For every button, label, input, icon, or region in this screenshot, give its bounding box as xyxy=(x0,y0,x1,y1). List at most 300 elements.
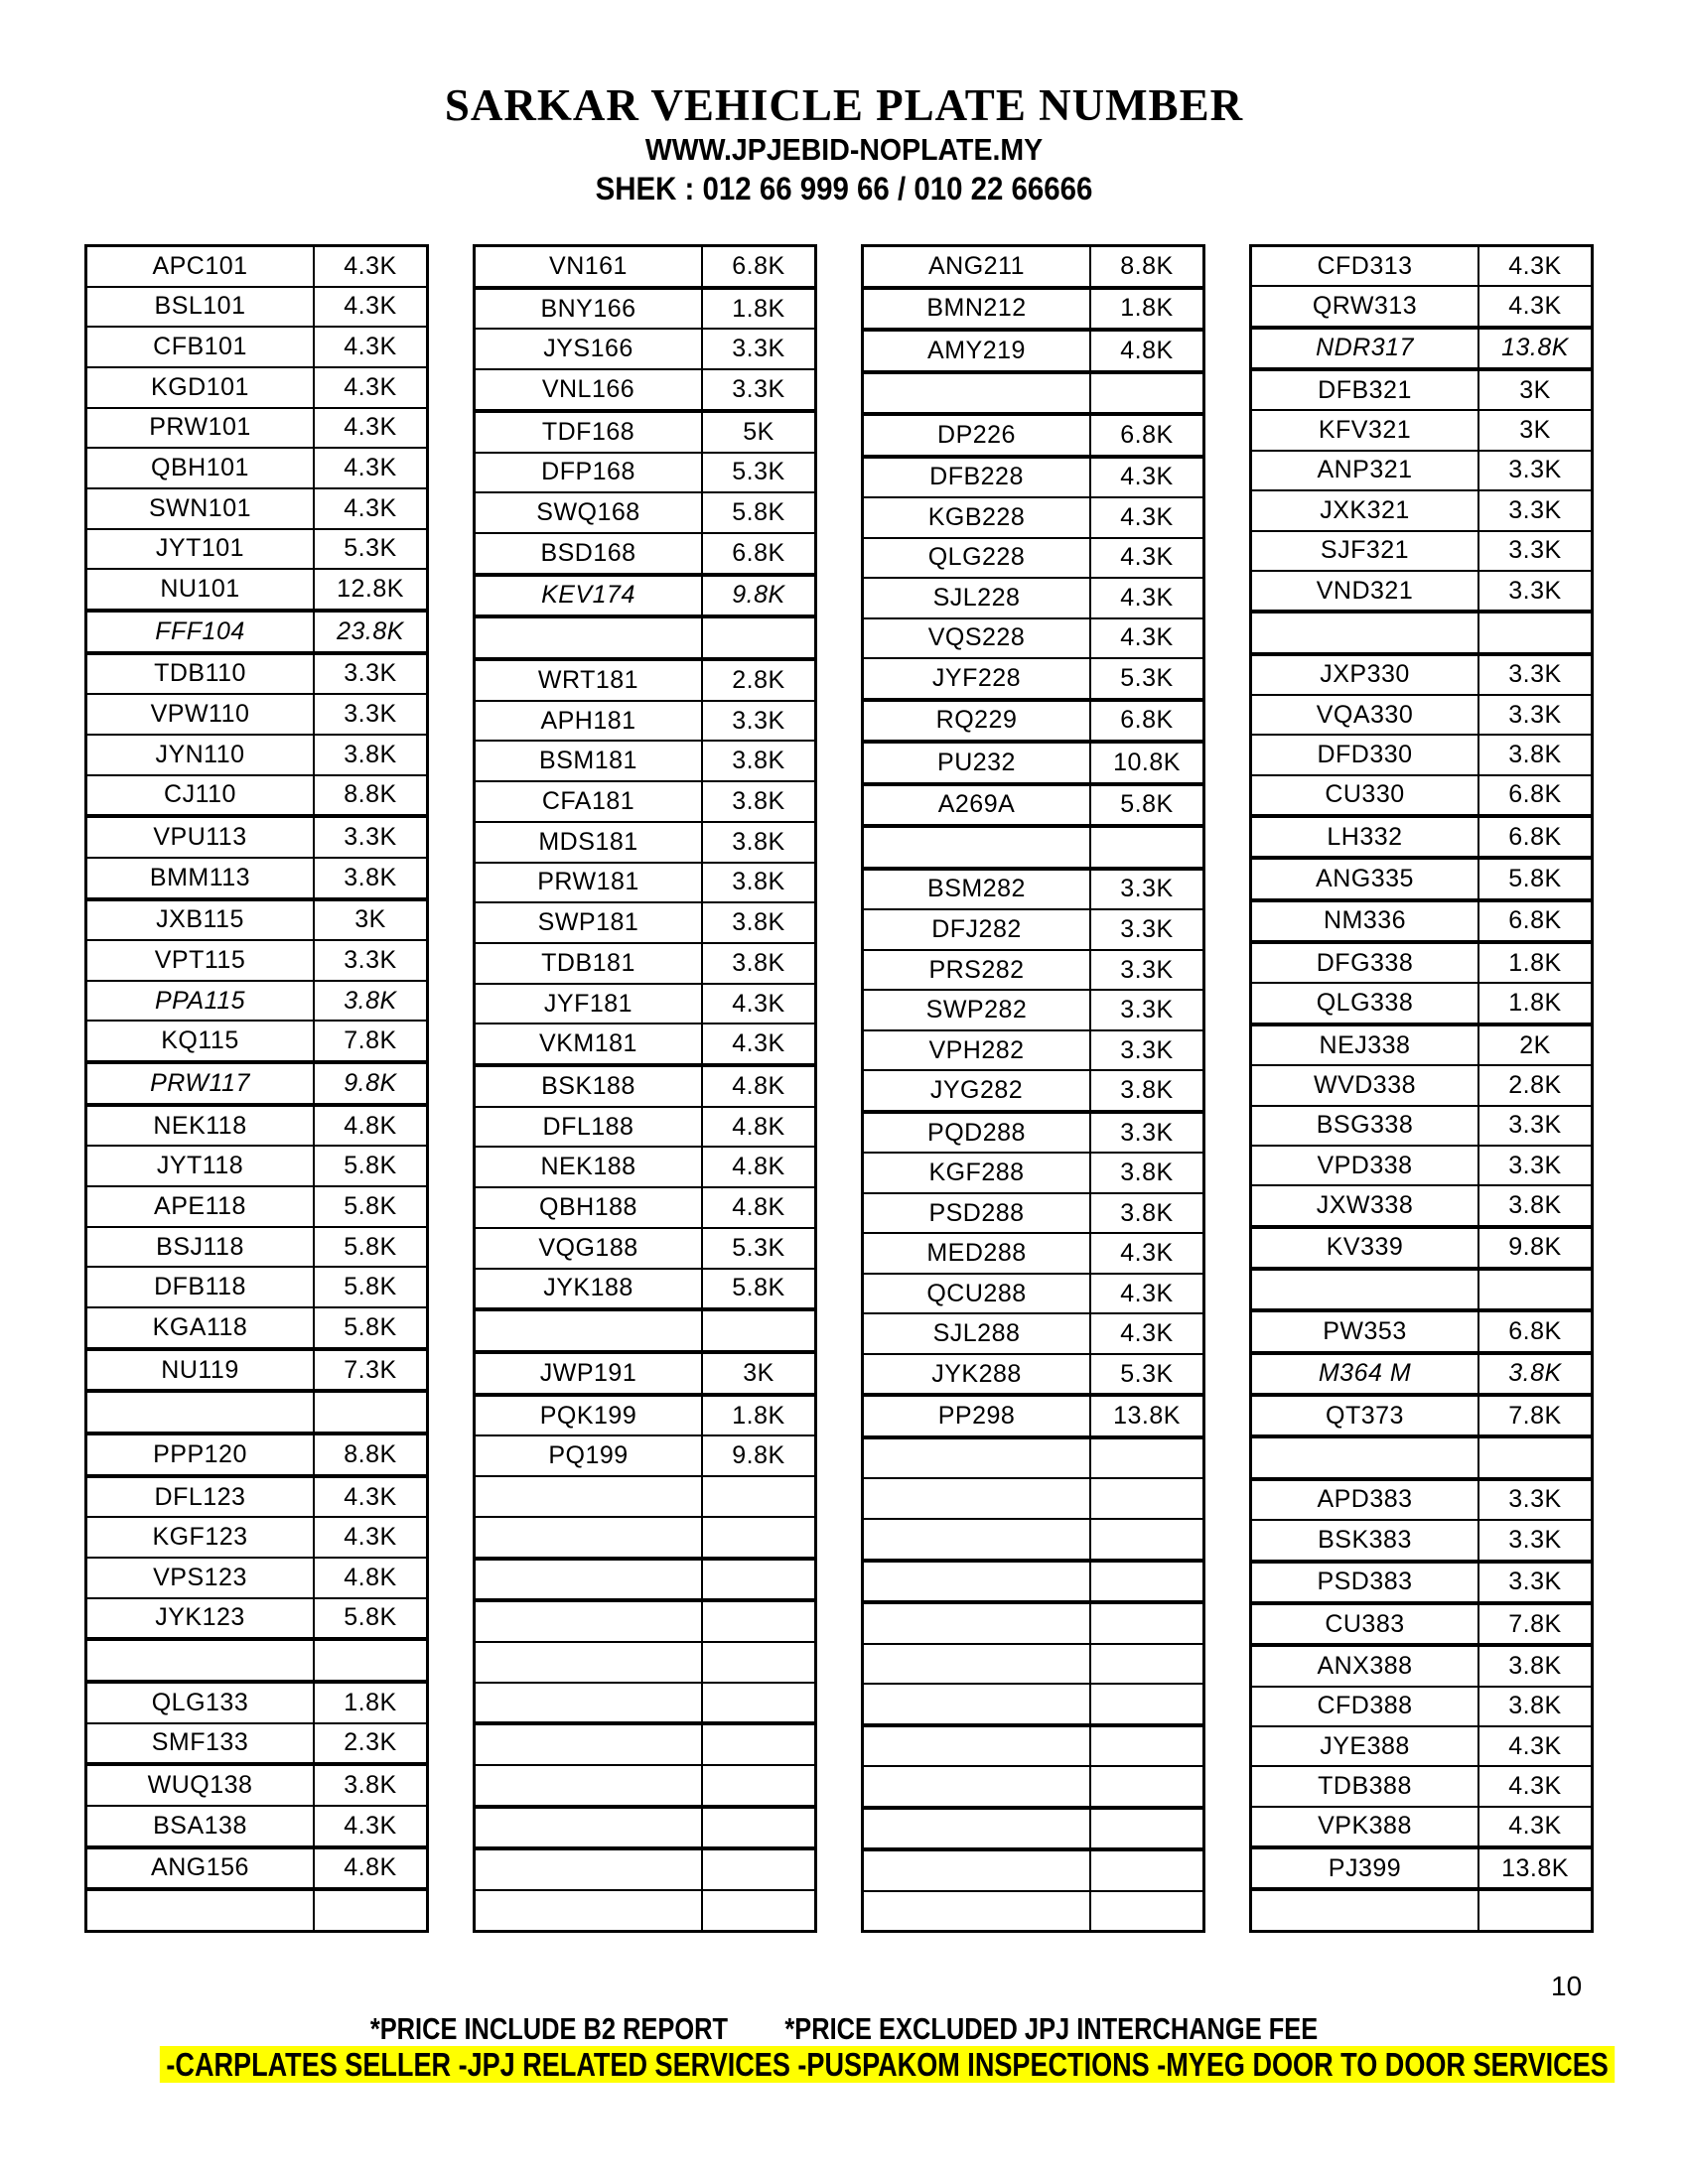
plate-cell: DP226 xyxy=(864,416,1091,455)
price-cell: 5.8K xyxy=(732,498,785,527)
price-cell: 3.8K xyxy=(344,863,397,891)
table-row xyxy=(1252,411,1591,451)
plate-cell: NEK188 xyxy=(476,1148,703,1186)
table-row xyxy=(864,1645,1202,1686)
price-cell: 8.8K xyxy=(344,780,397,809)
table-row xyxy=(1252,1229,1591,1271)
price-cell: 1.8K xyxy=(1120,294,1174,323)
price-cell: 4.8K xyxy=(344,1563,397,1591)
plate-cell xyxy=(864,1604,1091,1643)
table-row xyxy=(476,944,814,985)
plate-cell: TDB388 xyxy=(1252,1767,1479,1805)
plate-cell: KV339 xyxy=(1252,1229,1479,1267)
plate-cell: DFG338 xyxy=(1252,944,1479,982)
price-cell: 4.8K xyxy=(1120,336,1174,364)
price-cell: 8.8K xyxy=(1120,251,1174,280)
table-row xyxy=(476,454,814,494)
plate-cell: JYN110 xyxy=(87,736,315,774)
plate-cell: BSL101 xyxy=(87,288,315,327)
plate-cell: PPA115 xyxy=(87,982,315,1021)
plate-cell: PP298 xyxy=(864,1397,1091,1435)
plate-cell: CFD313 xyxy=(1252,247,1479,285)
plate-cell: NM336 xyxy=(1252,902,1479,940)
price-cell: 13.8K xyxy=(1501,334,1569,362)
plate-cell: A269A xyxy=(864,786,1091,825)
table-row xyxy=(1252,1312,1591,1354)
price-cell: 4.3K xyxy=(1120,543,1174,572)
price-cell: 4.3K xyxy=(732,989,785,1018)
table-row xyxy=(864,416,1202,459)
services-highlight-row xyxy=(0,2046,1688,2083)
table-row xyxy=(476,1108,814,1149)
plate-cell: FFF104 xyxy=(87,613,315,651)
price-cell: 5.3K xyxy=(1120,663,1174,692)
price-cell: 4.8K xyxy=(344,1853,397,1882)
table-row xyxy=(1252,1647,1591,1687)
page-header xyxy=(0,79,1688,208)
table-row xyxy=(87,570,426,613)
price-cell: 3.8K xyxy=(732,786,785,815)
plate-cell: ANG211 xyxy=(864,247,1091,286)
table-row xyxy=(87,655,426,696)
table-row xyxy=(864,498,1202,539)
table-row xyxy=(864,1355,1202,1398)
table-row xyxy=(87,1064,426,1107)
price-cell: 3.3K xyxy=(1508,576,1562,605)
plate-cell: VPK388 xyxy=(1252,1808,1479,1845)
plate-cell xyxy=(87,1891,315,1930)
table-row xyxy=(476,1561,814,1603)
table-row xyxy=(87,1268,426,1308)
price-notes xyxy=(152,2011,1536,2047)
price-cell: 3.3K xyxy=(732,706,785,735)
table-row xyxy=(476,1436,814,1477)
plate-cell: KFV321 xyxy=(1252,411,1479,449)
plate-cell: BSA138 xyxy=(87,1807,315,1845)
price-cell: 5.3K xyxy=(344,534,397,563)
price-cell: 5.8K xyxy=(344,1191,397,1220)
table-row xyxy=(1252,860,1591,901)
price-cell: 3K xyxy=(743,1358,774,1387)
table-row xyxy=(1252,1727,1591,1767)
plate-cell: QLG338 xyxy=(1252,984,1479,1022)
price-cell: 4.3K xyxy=(344,493,397,522)
table-row xyxy=(1252,656,1591,696)
plate-cell: VPH282 xyxy=(864,1031,1091,1070)
table-row xyxy=(864,579,1202,619)
plate-cell: CFA181 xyxy=(476,782,703,821)
plate-cell xyxy=(476,1725,703,1764)
price-cell xyxy=(1091,1727,1202,1766)
table-row xyxy=(87,982,426,1023)
price-cell: 3.3K xyxy=(344,823,397,852)
table-row xyxy=(864,1275,1202,1315)
plate-cell: KGF123 xyxy=(87,1518,315,1557)
table-row xyxy=(87,859,426,901)
plate-cell: WUQ138 xyxy=(87,1766,315,1805)
table-row xyxy=(864,1234,1202,1275)
plate-cell: BSD168 xyxy=(476,534,703,573)
plate-cell xyxy=(1252,614,1479,651)
price-cell: 6.8K xyxy=(1120,420,1174,449)
price-cell: 4.3K xyxy=(1508,1731,1562,1760)
price-cell: 13.8K xyxy=(1113,1402,1181,1431)
plate-cell: PRW181 xyxy=(476,864,703,902)
plate-cell xyxy=(864,1685,1091,1723)
plate-cell: SWQ168 xyxy=(476,493,703,532)
price-cell: 3.3K xyxy=(1120,875,1174,903)
plate-cell xyxy=(87,1393,315,1432)
table-row xyxy=(1252,776,1591,818)
plate-cell xyxy=(476,1766,703,1805)
plate-cell: SMF133 xyxy=(87,1724,315,1763)
table-row xyxy=(864,1520,1202,1563)
price-cell xyxy=(1091,1604,1202,1643)
plate-cell: ANP321 xyxy=(1252,452,1479,489)
table-row xyxy=(87,1308,426,1351)
plate-cell: CU330 xyxy=(1252,776,1479,814)
table-row xyxy=(476,1891,814,1930)
table-row xyxy=(87,1187,426,1228)
plate-cell: QT373 xyxy=(1252,1397,1479,1434)
price-cell: 3.3K xyxy=(1508,1485,1562,1514)
table-row xyxy=(476,1725,814,1766)
plate-cell xyxy=(87,1641,315,1680)
price-cell: 4.3K xyxy=(1508,1771,1562,1800)
price-cell: 3.3K xyxy=(732,374,785,403)
table-row xyxy=(87,1807,426,1849)
plate-cell: QLG133 xyxy=(87,1684,315,1722)
plate-cell: VKM181 xyxy=(476,1024,703,1063)
plate-cell: BSM181 xyxy=(476,742,703,780)
plate-cell: DFL123 xyxy=(87,1478,315,1517)
price-cell xyxy=(1091,374,1202,413)
table-row xyxy=(864,1314,1202,1355)
table-row xyxy=(1252,944,1591,984)
price-cell: 6.8K xyxy=(1508,1317,1562,1346)
table-row xyxy=(1252,1186,1591,1228)
price-cell xyxy=(703,1518,814,1557)
table-row xyxy=(864,991,1202,1031)
plate-cell: PSD288 xyxy=(864,1194,1091,1233)
price-cell: 3K xyxy=(1519,375,1551,404)
table-row xyxy=(476,903,814,944)
plate-cell: VPD338 xyxy=(1252,1147,1479,1184)
price-cell: 3K xyxy=(354,905,386,934)
price-cell: 1.8K xyxy=(344,1688,397,1716)
table-row xyxy=(864,1031,1202,1072)
price-cell xyxy=(703,618,814,657)
price-cell: 3.8K xyxy=(732,827,785,856)
table-row xyxy=(864,1479,1202,1520)
plate-cell: SWN101 xyxy=(87,489,315,528)
table-row xyxy=(864,1563,1202,1605)
price-cell: 5.8K xyxy=(1120,790,1174,819)
table-row xyxy=(1252,1107,1591,1147)
table-row xyxy=(476,413,814,454)
plate-cell: TDB110 xyxy=(87,655,315,694)
price-cell: 4.3K xyxy=(1508,292,1562,321)
plate-cell: SWP282 xyxy=(864,991,1091,1029)
table-row xyxy=(1252,736,1591,775)
plate-table-column-3 xyxy=(861,244,1205,1933)
table-row xyxy=(864,786,1202,829)
plate-cell: M364 M xyxy=(1252,1355,1479,1393)
plate-cell: PPP120 xyxy=(87,1435,315,1474)
table-row xyxy=(864,744,1202,786)
price-cell: 4.3K xyxy=(344,1482,397,1511)
plate-cell xyxy=(864,1851,1091,1890)
price-cell xyxy=(703,1766,814,1805)
table-row xyxy=(476,661,814,702)
note-jpj-fee: *PRICE EXCLUDED JPJ INTERCHANGE FEE xyxy=(784,2011,1319,2046)
table-row xyxy=(864,1194,1202,1235)
table-row xyxy=(1252,1891,1591,1929)
plate-cell: VND321 xyxy=(1252,572,1479,610)
price-cell: 4.3K xyxy=(1120,1279,1174,1307)
plate-cell: JYE388 xyxy=(1252,1727,1479,1765)
page-title: SARKAR VEHICLE PLATE NUMBER xyxy=(444,80,1244,130)
plate-cell: MDS181 xyxy=(476,823,703,862)
table-row xyxy=(864,1892,1202,1931)
plate-cell: BSJ118 xyxy=(87,1228,315,1267)
table-row xyxy=(1252,330,1591,371)
price-cell: 5.8K xyxy=(344,1312,397,1341)
table-row xyxy=(87,1599,426,1642)
plate-cell: PSD383 xyxy=(1252,1564,1479,1601)
price-cell: 2.8K xyxy=(1508,1070,1562,1099)
table-row xyxy=(87,1849,426,1892)
plate-cell xyxy=(1252,1271,1479,1308)
price-cell: 6.8K xyxy=(732,251,785,280)
plate-cell: TDB181 xyxy=(476,944,703,983)
price-cell: 5.8K xyxy=(1508,865,1562,893)
price-cell xyxy=(1091,1767,1202,1806)
plate-cell: VPW110 xyxy=(87,695,315,734)
table-row xyxy=(87,1228,426,1269)
plate-cell: ANX388 xyxy=(1252,1647,1479,1685)
price-cell: 4.8K xyxy=(732,1071,785,1100)
price-cell xyxy=(703,1602,814,1641)
table-row xyxy=(87,1891,426,1930)
plate-cell: JXB115 xyxy=(87,901,315,940)
table-row xyxy=(87,1022,426,1064)
price-cell: 8.8K xyxy=(344,1439,397,1468)
price-cell xyxy=(1091,1851,1202,1890)
plate-cell xyxy=(864,1892,1091,1931)
table-row xyxy=(864,1397,1202,1439)
plate-cell: QCU288 xyxy=(864,1275,1091,1313)
price-cell: 5.3K xyxy=(1120,1359,1174,1388)
price-cell: 3.8K xyxy=(732,908,785,937)
price-cell: 4.3K xyxy=(1120,583,1174,612)
price-cell: 5.8K xyxy=(732,1274,785,1302)
price-cell: 13.8K xyxy=(1501,1853,1569,1882)
price-cell: 7.8K xyxy=(1508,1609,1562,1638)
price-cell: 6.8K xyxy=(1120,706,1174,735)
table-row xyxy=(1252,1808,1591,1849)
price-cell: 10.8K xyxy=(1113,748,1181,776)
table-row xyxy=(476,1850,814,1891)
price-cell: 6.8K xyxy=(732,538,785,567)
price-cell: 3.3K xyxy=(1508,495,1562,524)
table-row xyxy=(864,290,1202,333)
price-cell: 3.8K xyxy=(1120,1076,1174,1105)
price-cell xyxy=(703,1311,814,1350)
plate-cell: ANG335 xyxy=(1252,860,1479,897)
price-cell xyxy=(1091,1479,1202,1518)
table-row xyxy=(87,1641,426,1684)
plate-cell xyxy=(864,1439,1091,1478)
plate-cell xyxy=(1252,1438,1479,1476)
table-row xyxy=(476,1809,814,1851)
table-row xyxy=(864,1439,1202,1480)
table-row xyxy=(87,489,426,530)
plate-cell: JXP330 xyxy=(1252,656,1479,694)
table-row xyxy=(864,1810,1202,1852)
price-cell: 3.3K xyxy=(1508,1568,1562,1596)
table-row xyxy=(864,1727,1202,1768)
price-cell xyxy=(1091,1685,1202,1723)
price-cell xyxy=(703,1684,814,1722)
plate-cell: CFD388 xyxy=(1252,1688,1479,1725)
plate-cell: PQ199 xyxy=(476,1436,703,1475)
table-row xyxy=(87,1351,426,1394)
plate-cell: WVD338 xyxy=(1252,1066,1479,1104)
plate-cell: DFP168 xyxy=(476,454,703,492)
price-cell: 1.8K xyxy=(1508,948,1562,977)
plate-cell: JYT118 xyxy=(87,1147,315,1185)
table-row xyxy=(864,459,1202,499)
table-row xyxy=(476,1518,814,1561)
table-row xyxy=(87,695,426,736)
price-cell xyxy=(703,1561,814,1599)
table-row xyxy=(476,1643,814,1684)
plate-cell: JYK188 xyxy=(476,1270,703,1308)
plate-cell: KGB228 xyxy=(864,498,1091,537)
plate-cell xyxy=(476,1891,703,1930)
price-cell xyxy=(703,1725,814,1764)
table-row xyxy=(864,1604,1202,1645)
table-row xyxy=(1252,1767,1591,1807)
table-row xyxy=(476,985,814,1025)
price-cell: 3.3K xyxy=(344,700,397,729)
price-cell: 7.3K xyxy=(344,1355,397,1384)
plate-cell: MED288 xyxy=(864,1234,1091,1273)
price-cell: 3.3K xyxy=(1508,1525,1562,1554)
price-cell: 4.8K xyxy=(732,1193,785,1222)
price-cell: 4.3K xyxy=(732,1029,785,1058)
price-cell: 3K xyxy=(1519,416,1551,445)
plate-cell xyxy=(864,374,1091,413)
table-row xyxy=(864,1114,1202,1155)
price-cell: 3.8K xyxy=(1508,1190,1562,1219)
table-row xyxy=(864,702,1202,745)
table-row xyxy=(864,1851,1202,1892)
price-cell: 4.3K xyxy=(1120,463,1174,491)
price-cell xyxy=(1479,1438,1591,1476)
plate-cell xyxy=(864,828,1091,867)
price-cell: 3.3K xyxy=(1120,1118,1174,1147)
table-row xyxy=(87,1684,426,1724)
plate-cell: PQD288 xyxy=(864,1114,1091,1153)
plate-cell: VPU113 xyxy=(87,818,315,857)
plate-cell: ANG156 xyxy=(87,1849,315,1888)
plate-table-column-2 xyxy=(473,244,817,1933)
plate-cell xyxy=(864,1727,1091,1766)
plate-cell xyxy=(864,1563,1091,1601)
price-cell: 2.8K xyxy=(732,665,785,694)
plate-cell: DFJ282 xyxy=(864,910,1091,949)
price-cell: 7.8K xyxy=(344,1026,397,1055)
table-row xyxy=(1252,1271,1591,1312)
table-row xyxy=(1252,818,1591,860)
plate-cell: VNL166 xyxy=(476,370,703,409)
plate-cell xyxy=(864,1479,1091,1518)
plate-cell xyxy=(476,1311,703,1350)
price-cell: 7.8K xyxy=(1508,1401,1562,1430)
price-cell xyxy=(1091,1892,1202,1931)
table-row xyxy=(1252,1355,1591,1397)
table-row xyxy=(1252,984,1591,1025)
table-row xyxy=(87,1107,426,1148)
plate-cell: RQ229 xyxy=(864,702,1091,741)
price-cell: 3.8K xyxy=(1120,1198,1174,1227)
table-row xyxy=(476,247,814,290)
table-row xyxy=(864,539,1202,580)
table-row xyxy=(1252,902,1591,944)
table-row xyxy=(476,864,814,904)
plate-cell: DFB321 xyxy=(1252,371,1479,409)
price-cell: 4.3K xyxy=(1120,1319,1174,1348)
table-row xyxy=(87,613,426,655)
plate-cell: QRW313 xyxy=(1252,287,1479,325)
plate-cell: APD383 xyxy=(1252,1481,1479,1519)
price-cell xyxy=(703,1477,814,1516)
plate-cell: QBH188 xyxy=(476,1188,703,1227)
table-row xyxy=(476,1684,814,1726)
table-row xyxy=(87,1393,426,1435)
plate-cell: SWP181 xyxy=(476,903,703,942)
table-row xyxy=(476,577,814,619)
table-row xyxy=(476,1270,814,1312)
plate-cell: JWP191 xyxy=(476,1354,703,1393)
plate-cell xyxy=(864,1520,1091,1559)
plate-cell: PQK199 xyxy=(476,1397,703,1435)
price-cell: 3.8K xyxy=(732,868,785,896)
plate-cell: NDR317 xyxy=(1252,330,1479,367)
price-cell: 5.8K xyxy=(344,1232,397,1261)
table-row xyxy=(476,370,814,413)
price-cell xyxy=(1091,1645,1202,1684)
price-cell: 3.8K xyxy=(1508,1692,1562,1720)
plate-cell: DFL188 xyxy=(476,1108,703,1147)
price-cell: 3.8K xyxy=(732,948,785,977)
price-cell: 5.8K xyxy=(344,1603,397,1632)
price-cell: 4.3K xyxy=(1120,502,1174,531)
price-cell xyxy=(703,1891,814,1930)
price-cell xyxy=(703,1850,814,1889)
price-cell: 4.3K xyxy=(344,454,397,482)
price-cell xyxy=(1479,1271,1591,1308)
price-cell: 3.8K xyxy=(344,986,397,1015)
price-cell: 1.8K xyxy=(732,294,785,323)
table-row xyxy=(476,1067,814,1108)
table-row xyxy=(87,1478,426,1519)
plate-cell xyxy=(476,1477,703,1516)
table-row xyxy=(1252,247,1591,287)
plate-cell: VPT115 xyxy=(87,941,315,980)
